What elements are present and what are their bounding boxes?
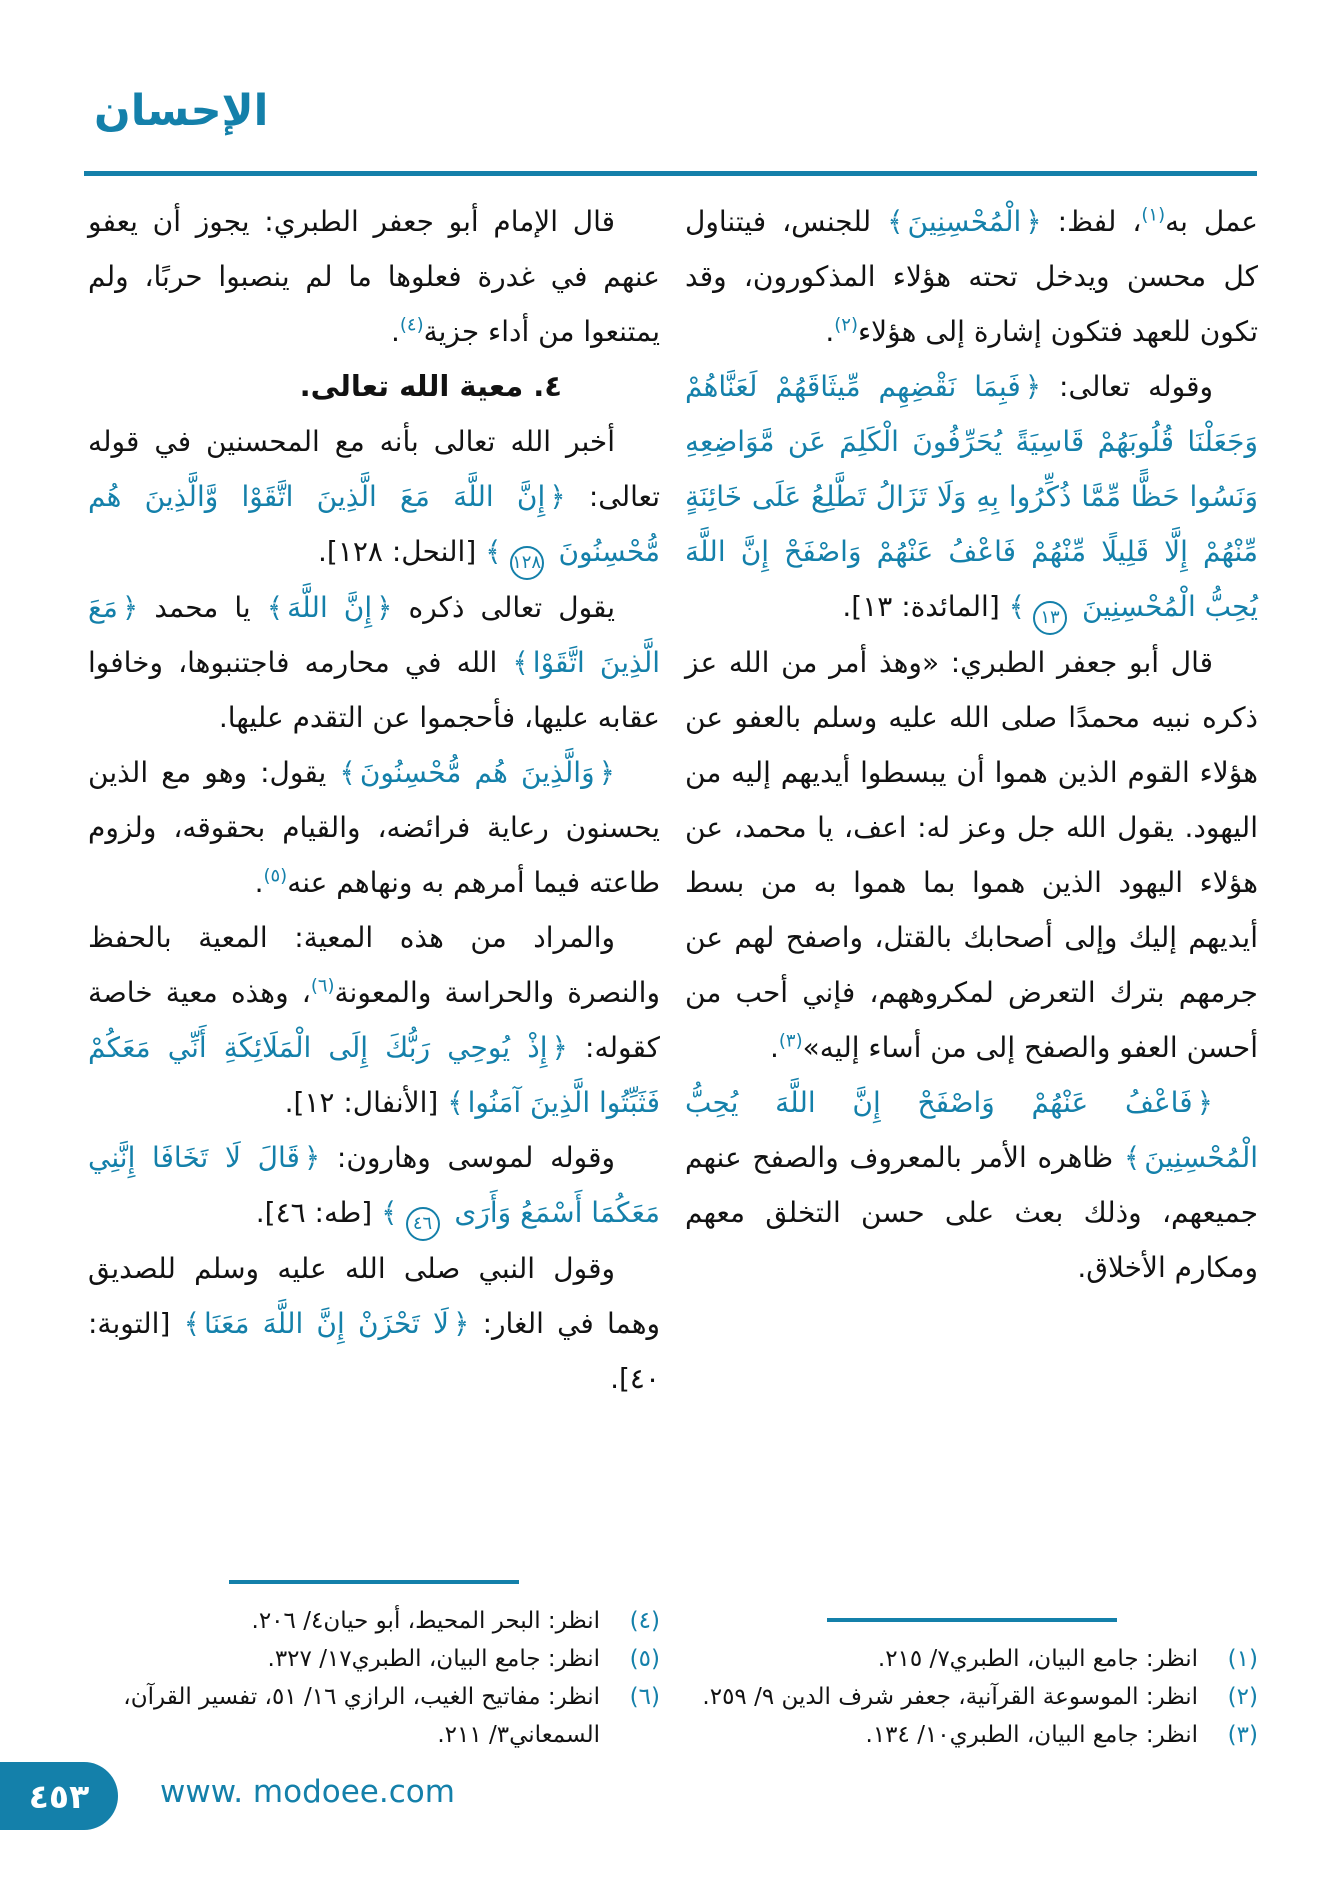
footnote-text: انظر: جامع البيان، الطبري١٠/ ١٣٤. [865,1722,1198,1748]
body-text: أخبر الله تعالى بأنه مع المحسنين في قوله تعالى: [88,425,660,513]
body-text: . [254,866,264,899]
body-text: . [390,315,400,348]
quran-verse: ﴿ قَالَ لَا تَخَافَا إِنَّنِي مَعَكُمَا أَسْمَعُ وَأَرَى [88,1141,660,1229]
body-text [170,1307,183,1340]
body-text: والمراد من هذه المعية: المعية بالحفظ والنصرة والحراسة والمعونة [88,921,660,1009]
right-column [685,194,1258,1754]
body-paragraph [88,194,660,359]
body-paragraph [88,1130,660,1241]
footnote-marker: (٦) [310,975,335,997]
footnote-marker: (٢) [834,314,858,336]
body-paragraph [88,745,660,910]
page-number: ٤٥٣ [28,1776,90,1816]
body-paragraph [685,194,1258,359]
body-text [476,535,485,568]
quran-verse: ﴿ إِذْ يُوحِي رَبُّكَ إِلَى الْمَلَائِكَةِ أَنِّي مَعَكُمْ فَثَبِّتُوا الَّذِينَ آمَنُوا ﴾ [88,1031,660,1119]
quran-bracket [485,535,503,568]
footnote [88,1678,660,1754]
body-text: وقوله تعالى: [1041,370,1213,403]
body-text: ظاهره الأمر بالمعروف والصفح عنهم جميعهم، وذلك بعث على حسن التخلق معهم ومكارم الأخلاق. [685,1141,1258,1284]
quran-verse: ﴿ الْمُحْسِنِينَ ﴾ [887,205,1042,238]
footnote-number: (٣) [1227,1722,1258,1748]
body-text: ٤. معية الله تعالى. [299,369,562,403]
body-text: يا محمد [138,591,267,624]
page-title: الإحسان [94,86,269,136]
body-paragraph [685,635,1258,1075]
quran-bracket [1009,590,1027,623]
footnote [88,1602,660,1640]
header-rule [84,171,1257,176]
body-text: الله في محارمه فاجتنبوها، وخافوا عقابه عليها، فأحجموا عن التقدم عليها. [88,646,660,734]
footnote [88,1640,660,1678]
footnote [685,1716,1258,1754]
section-heading [88,359,660,414]
ayah-number: ١٢٨ [510,546,544,580]
footnote-text: انظر: جامع البيان، الطبري٧/ ٢١٥. [877,1646,1198,1672]
website-link[interactable]: www. modoee.com [160,1774,455,1810]
footnote-text: انظر: البحر المحيط، أبو حيان٤/ ٢٠٦. [251,1608,600,1634]
footnote [685,1640,1258,1678]
page-number-badge [0,1762,118,1830]
body-paragraph [685,1075,1258,1295]
body-text [1000,590,1009,623]
left-column [88,194,660,1754]
footnote-separator [229,1580,519,1584]
footnote-text: انظر: مفاتيح الغيب، الرازي ١٦/ ٥١، تفسير القرآن، السمعاني٣/ ٢١١. [123,1684,600,1748]
footnote-number: (٢) [1227,1684,1258,1710]
footnote-number: (٤) [629,1608,660,1634]
footnote-marker: (٤) [399,314,424,336]
body-paragraph [88,580,660,745]
footnote-marker: (١) [1141,204,1166,226]
body-paragraph [685,359,1258,635]
quran-verse: ﴿ إِنَّ اللَّهَ ﴾ [267,591,393,624]
body-text: عمل به [1165,205,1258,238]
body-text: قال أبو جعفر الطبري: «وهذ أمر من الله عز ذكره نبيه محمدًا صلى الله عليه وسلم بالعفو عن هؤلاء القوم الذين هموا أن يبسطوا أيديهم إليه من اليهود. يقول الله جل وعز له: اعف، يا محمد، عن هؤلاء اليهود الذين هموا بما هموا به من بسط أيديهم إليك وإلى أصحابك بالقتل، واصفح لهم عن جرمهم بترك التعرض لمكروههم، فإني أحب من أحسن العفو والصفح إلى من أساء إليه» [685,646,1258,1064]
body-text: يقول: وهو مع الذين يحسنون رعاية فرائضه، والقيام بحقوقه، ولزوم طاعته فيما أمرهم به ونهاهم عنه [88,756,660,899]
body-text: يقول تعالى ذكره [392,591,616,624]
footnote [685,1678,1258,1716]
body-text: وقوله لموسى وهارون: [320,1141,615,1174]
body-text: وقول النبي صلى الله عليه وسلم للصديق وهما في الغار: [88,1252,660,1340]
quran-verse: ﴿ لَا تَحْزَنْ إِنَّ اللَّهَ مَعَنَا ﴾ [184,1307,470,1340]
quran-bracket [381,1196,399,1229]
body-paragraph [88,414,660,580]
body-text: ، لفظ: [1041,205,1142,238]
body-text [438,1086,447,1119]
footnote-number: (٦) [629,1684,660,1710]
quran-verse: ﴿ وَالَّذِينَ هُم مُّحْسِنُونَ ﴾ [339,756,615,789]
quran-verse: ﴿ مَعَ الَّذِينَ اتَّقَوْا ﴾ [88,591,660,679]
ayah-number: ١٣ [1033,601,1067,635]
footnote-marker: (٣) [778,1030,803,1052]
body-paragraph [88,910,660,1130]
footnote-text: انظر: جامع البيان، الطبري١٧/ ٣٢٧. [267,1646,600,1672]
footnotes-right [685,1618,1258,1754]
body-paragraph [88,1241,660,1406]
quran-verse: ﴿ إِنَّ اللَّهَ مَعَ الَّذِينَ اتَّقَوْا وَّالَّذِينَ هُم مُّحْسِنُونَ [88,480,660,568]
verse-reference: [طه: ٤٦]. [255,1196,373,1229]
quran-verse: ﴿ فَبِمَا نَقْضِهِم مِّيثَاقَهُمْ لَعَنَّاهُمْ وَجَعَلْنَا قُلُوبَهُمْ قَاسِيَةً يُحَرِّفُونَ الْكَلِمَ عَن مَّوَاضِعِهِ وَنَسُوا حَظًّا مِّمَّا ذُكِّرُوا بِهِ وَلَا تَزَالُ تَطَّلِعُ عَلَى خَائِنَةٍ مِّنْهُمْ إِلَّا قَلِيلًا مِّنْهُمْ فَاعْفُ عَنْهُمْ وَاصْفَحْ إِنَّ اللَّهَ يُحِبُّ الْمُحْسِنِينَ [685,370,1258,623]
verse-reference: [المائدة: ١٣]. [842,590,1000,623]
verse-reference: [النحل: ١٢٨]. [318,535,477,568]
body-text: قال الإمام أبو جعفر الطبري: يجوز أن يعفو عنهم في غدرة فعلوها ما لم ينصبوا حربًا، ولم يمتنعوا من أداء جزية [88,205,660,348]
footnote-number: (٥) [629,1646,660,1672]
quran-verse: ﴿ فَاعْفُ عَنْهُمْ وَاصْفَحْ إِنَّ اللَّهَ يُحِبُّ الْمُحْسِنِينَ ﴾ [685,1086,1258,1174]
footnote-number: (١) [1227,1646,1258,1672]
footnote-text: انظر: الموسوعة القرآنية، جعفر شرف الدين ٩/ ٢٥٩. [702,1684,1198,1710]
body-text: . [769,1031,779,1064]
footnote-marker: (٥) [263,865,288,887]
footnotes-left [88,1580,660,1754]
footnote-separator [827,1618,1117,1622]
body-text: للجنس، فيتناول كل محسن ويدخل تحته هؤلاء المذكورون، وقد تكون للعهد فتكون إشارة إلى هؤلاء [685,205,1258,348]
body-text: . [825,315,835,348]
body-text [372,1196,381,1229]
body-text: ، وهذه معية خاصة كقوله: [88,976,660,1064]
ayah-number: ٤٦ [406,1207,440,1241]
verse-reference: [الأنفال: ١٢]. [284,1086,439,1119]
verse-reference: [التوبة: ٤٠]. [88,1307,660,1395]
